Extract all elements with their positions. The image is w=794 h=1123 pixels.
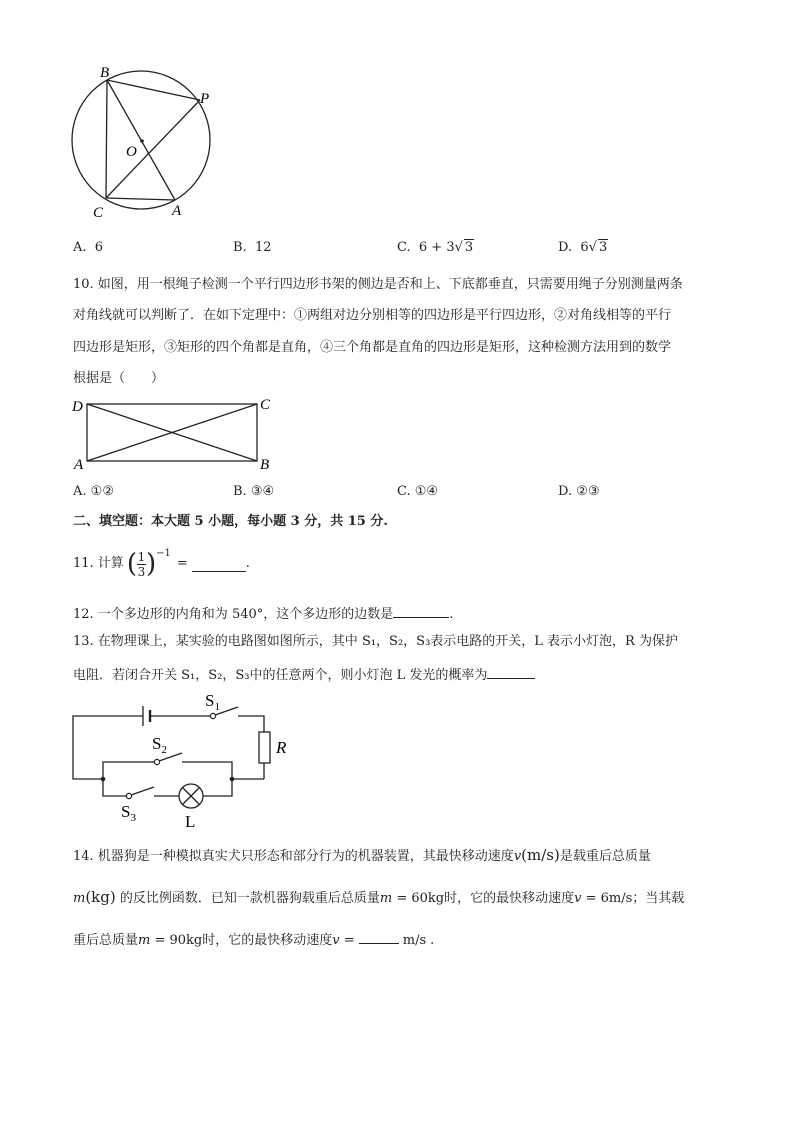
option-label: A. bbox=[73, 484, 87, 499]
var-v: v bbox=[513, 849, 522, 864]
unit: m/s bbox=[398, 933, 427, 948]
q10-option-d bbox=[558, 482, 600, 502]
q14-line-2 bbox=[73, 887, 684, 909]
q10-line-3: 四边形是矩形，③矩形的四个角都是直角，④三个角都是直角的四边形是矩形，这种检测方法用到的数学 bbox=[73, 340, 672, 355]
s3-switch-blade[interactable] bbox=[131, 787, 154, 795]
left-paren: ( bbox=[126, 549, 137, 579]
answer-blank[interactable] bbox=[359, 929, 399, 944]
option-value: ①② bbox=[90, 484, 114, 499]
segment-bp bbox=[107, 80, 200, 100]
q14-text: 时，它的最快移动速度 bbox=[202, 933, 333, 948]
segment-ca bbox=[106, 198, 175, 200]
q10-line-2: 对角线就可以判断了．在如下定理中：①两组对边分别相等的四边形是平行四边形，②对角线相等的平行 bbox=[73, 308, 672, 323]
q14-line-1 bbox=[73, 845, 651, 867]
option-label: A. bbox=[73, 240, 87, 255]
q13-line-2-text: 电阻．若闭合开关 S₁，S₂，S₃中的任意两个，则小灯泡 L 发光的概率为 bbox=[73, 668, 488, 683]
label-c: C bbox=[93, 205, 104, 221]
q9-option-c bbox=[397, 238, 474, 258]
q10-option-c bbox=[397, 482, 438, 502]
q10-rectangle-diagram bbox=[70, 394, 280, 474]
segment-bc bbox=[106, 80, 107, 198]
center-point-o bbox=[140, 139, 144, 143]
label-a: A bbox=[74, 457, 84, 473]
q10-option-a bbox=[73, 482, 114, 502]
right-paren: ) bbox=[145, 549, 157, 579]
q12 bbox=[73, 603, 453, 625]
q11-prefix: 11. 计算 bbox=[73, 556, 124, 571]
option-label: B. bbox=[233, 240, 247, 255]
q14-text: 时，它的最快移动速度 bbox=[444, 891, 575, 906]
option-value: 6 + 3 bbox=[418, 240, 455, 255]
q12-text: 12. 一个多边形的内角和为 540°，这个多边形的边数是 bbox=[73, 607, 394, 622]
equals-sign: = bbox=[176, 556, 188, 571]
wire-s3-left bbox=[103, 779, 126, 796]
q9-option-d bbox=[558, 238, 608, 258]
q14-text: 是载重后总质量 bbox=[559, 849, 651, 864]
denominator: 3 bbox=[137, 564, 146, 579]
q10-line-4: 根据是（ ） bbox=[73, 371, 165, 386]
var-m: m bbox=[73, 891, 86, 906]
label-b: B bbox=[100, 65, 110, 81]
wire-top-right bbox=[238, 716, 264, 732]
label-r: R bbox=[276, 738, 287, 757]
exponent: −1 bbox=[156, 548, 171, 559]
var-m: m bbox=[379, 891, 393, 906]
label-p: P bbox=[200, 91, 210, 107]
wire-top-left bbox=[73, 716, 143, 779]
label-b: B bbox=[260, 457, 270, 473]
label-d: D bbox=[72, 399, 83, 415]
option-value: 6 bbox=[580, 240, 589, 255]
q13-line-1: 13. 在物理课上，某实验的电路图如图所示，其中 S₁，S₂，S₃表示电路的开关，L 表示小灯泡，R 为保护 bbox=[73, 634, 678, 649]
label-c: C bbox=[260, 397, 271, 413]
answer-blank[interactable] bbox=[192, 557, 246, 572]
label-a: A bbox=[172, 203, 182, 219]
q14-line-3 bbox=[73, 929, 434, 951]
var-v: v bbox=[332, 933, 340, 948]
unit: (kg) bbox=[85, 888, 116, 906]
label-s2: $S_2$ bbox=[152, 734, 167, 756]
q12-end: . bbox=[449, 607, 454, 622]
wire-s2-left bbox=[103, 762, 154, 779]
option-value: 12 bbox=[254, 240, 272, 255]
option-label: B. bbox=[233, 484, 247, 499]
option-label: C. bbox=[397, 240, 411, 255]
wire-lamp-right bbox=[203, 779, 232, 796]
q14-text: 的反比例函数．已知一款机器狗载重后总质量 bbox=[115, 891, 380, 906]
option-value: 6 bbox=[94, 240, 104, 255]
q10-option-b bbox=[233, 482, 274, 502]
q13-line-2 bbox=[73, 664, 535, 686]
q9-option-a bbox=[73, 238, 103, 258]
var-v: v bbox=[574, 891, 582, 906]
q14-text: 重后总质量 bbox=[73, 933, 139, 948]
answer-blank[interactable] bbox=[487, 664, 535, 679]
label-s3: $S_3$ bbox=[121, 802, 136, 824]
q14-text: 14. 机器狗是一种模拟真实犬只形态和部分行为的机器装置，其最快移动速度 bbox=[73, 849, 514, 864]
sqrt-sign: √ bbox=[454, 240, 463, 255]
var-m: m bbox=[138, 933, 151, 948]
option-label: D. bbox=[558, 240, 573, 255]
s2-contact bbox=[154, 759, 159, 764]
value: = 60kg bbox=[392, 891, 445, 906]
option-label: D. bbox=[558, 484, 573, 499]
q11 bbox=[73, 548, 250, 580]
sqrt-radicand: 3 bbox=[598, 240, 608, 255]
q9-option-b bbox=[233, 238, 272, 258]
q10-line-1: 10. 如图，用一根绳子检测一个平行四边形书架的侧边是否和上、下底都垂直，只需要用绳子分别测量两条 bbox=[73, 277, 683, 292]
answer-blank[interactable] bbox=[393, 603, 449, 618]
s1-contact bbox=[210, 713, 215, 718]
sqrt-radicand: 3 bbox=[464, 240, 474, 255]
q14-end: . bbox=[430, 933, 435, 948]
label-s1: $S_1$ bbox=[205, 691, 220, 713]
value: = 90kg bbox=[150, 933, 203, 948]
option-value: ①④ bbox=[414, 484, 439, 499]
option-value: ③④ bbox=[250, 484, 275, 499]
resistor-r bbox=[259, 732, 270, 763]
equals-sign: = bbox=[339, 933, 355, 948]
numerator: 1 bbox=[137, 549, 146, 564]
option-label: C. bbox=[397, 484, 411, 499]
option-value: ②③ bbox=[576, 484, 600, 499]
fraction bbox=[137, 550, 146, 579]
q13-circuit-diagram bbox=[66, 686, 306, 832]
q14-text: ；当其载 bbox=[632, 891, 685, 906]
sqrt-sign: √ bbox=[588, 240, 597, 255]
label-o: O bbox=[126, 144, 137, 160]
q11-end: . bbox=[245, 556, 250, 571]
q9-circle-diagram bbox=[60, 60, 230, 225]
value: = 6m/s bbox=[581, 891, 633, 906]
section-heading: 二、填空题：本大题 5 小题，每小题 3 分，共 15 分. bbox=[73, 514, 388, 529]
label-l: L bbox=[185, 812, 196, 831]
unit: (m/s) bbox=[521, 846, 560, 864]
segment-cp bbox=[106, 100, 200, 198]
wire-s2-right bbox=[182, 762, 232, 779]
s3-contact bbox=[126, 793, 131, 798]
